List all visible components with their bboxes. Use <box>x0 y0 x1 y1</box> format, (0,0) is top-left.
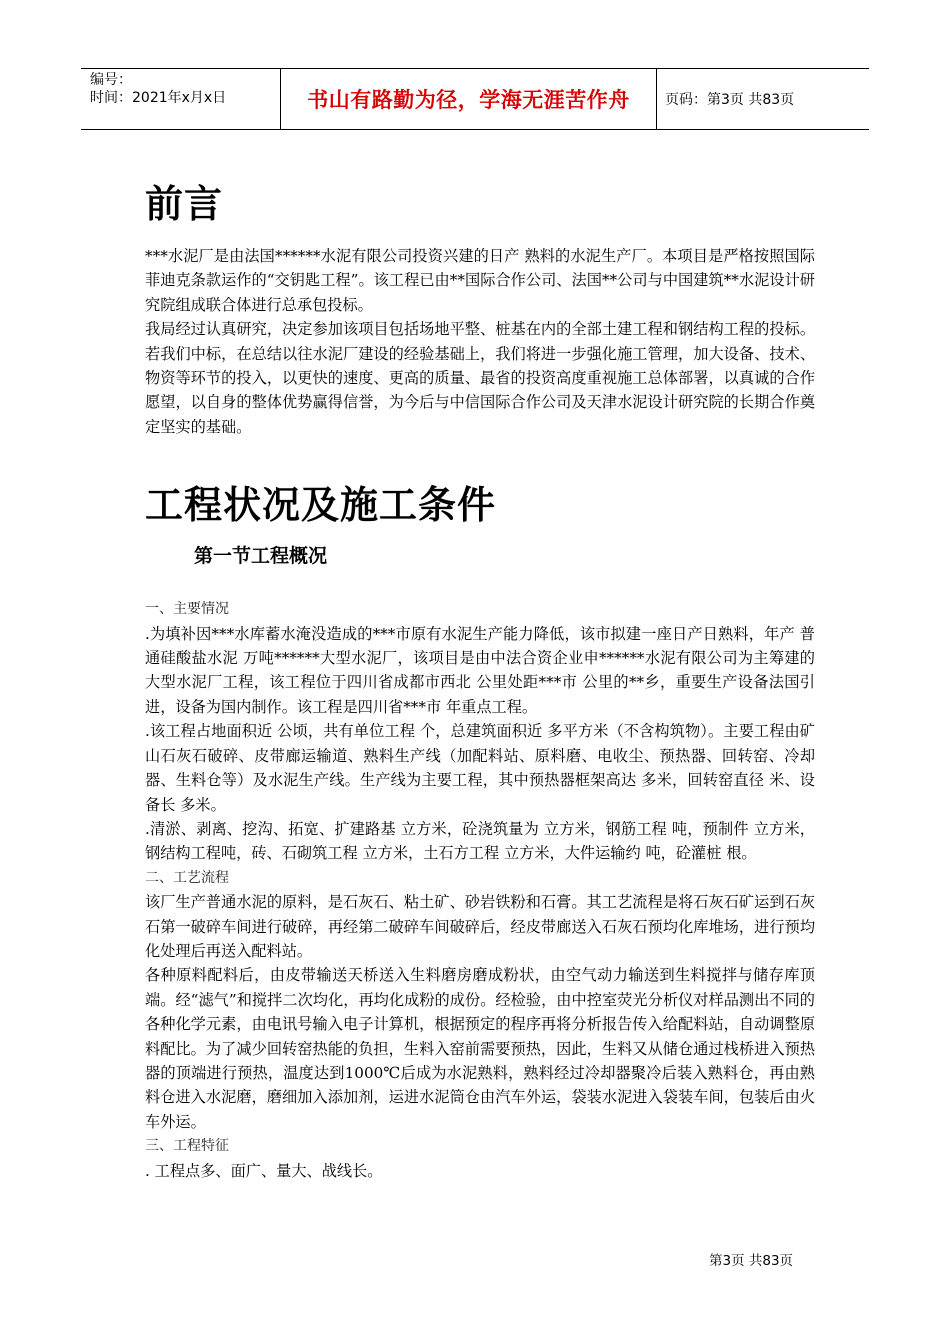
features-paragraph: . 工程点多、面广、量大、战线长。 <box>145 1161 383 1180</box>
page-footer: 第3页 共83页 <box>709 1253 794 1269</box>
header-page-code: 页码：第3页 共83页 <box>665 92 795 108</box>
item-heading-main: 一、主要情况 <box>145 601 229 618</box>
main-paragraph: .该工程占地面积近 公顷，共有单位工程 个，总建筑面积近 多平方米（不含构筑物）。主要工程由矿山石灰石破碎、皮带廊运输道、熟料生产线（加配料站、原料磨、电收尘、预热器、回转窑、冷却器、生料仓等）及水泥生产线。生产线为主要工程，其中预热器框架高达 多米，回转窑直径 米、设备长 多米。 <box>145 722 815 814</box>
header-meta <box>81 69 281 129</box>
header-number-label: 编号： <box>90 72 132 88</box>
section-title-preface: 前言 <box>145 182 224 226</box>
section-title-project: 工程状况及施工条件 <box>145 483 497 528</box>
process-paragraph: 该厂生产普通水泥的原料，是石灰石、粘土矿、砂岩铁粉和石膏。其工艺流程是将石灰石矿运到石灰石第一破碎车间进行破碎，再经第二破碎车间破碎后，经皮带廊送入石灰石预均化库堆场，进行预均化处理后再送入配料站。 <box>145 893 815 960</box>
item-heading-features: 三、工程特征 <box>145 1138 229 1155</box>
preface-paragraph: ***水泥厂是由法国******水泥有限公司投资兴建的日产 熟料的水泥生产厂。本项目是严格按照国际菲迪克条款运作的“交钥匙工程”。该工程已由**国际合作公司、法国**公司与中国建筑**水泥设计研究院组成联合体进行总承包投标。 <box>145 247 815 314</box>
process-paragraph: 各种原料配料后，由皮带输送天桥送入生料磨房磨成粉状，由空气动力输送到生料搅拌与储存库顶端。经“滤气”和搅拌二次均化，再均化成粉的成份。经检验，由中控室荧光分析仪对样品测出不同的各种化学元素，由电讯号输入电子计算机，根据预定的程序再将分析报告传入给配料站，自动调整原料配比。为了减少回转窑热能的负担，生料入窑前需要预热，因此，生料又从储仓通过栈桥进入预热器的顶端进行预热，温度达到1000℃后成为水泥熟料，熟料经过冷却器聚冷后装入熟料仓，再由熟料仓进入水泥磨，磨细加入添加剂，运进水泥筒仓由汽车外运，袋装水泥进入袋装车间，包装后由火车外运。 <box>145 966 815 1131</box>
page-header <box>81 68 869 130</box>
header-motto: 书山有路勤为径，学海无涯苦作舟 <box>281 69 657 129</box>
preface-paragraph: 我局经过认真研究，决定参加该项目包括场地平整、桩基在内的全部土建工程和钢结构工程的投标。若我们中标，在总结以往水泥厂建设的经验基础上，我们将进一步强化施工管理，加大设备、技术、物资等环节的投入，以更快的速度、更高的质量、最省的投资高度重视施工总体部署，以真诚的合作愿望，以自身的整体优势赢得信誉，为今后与中信国际合作公司及天津水泥设计研究院的长期合作奠定坚实的基础。 <box>145 320 815 436</box>
item-heading-process: 二、工艺流程 <box>145 869 229 886</box>
main-paragraph: .清淤、剥离、挖沟、拓宽、扩建路基 立方米，砼浇筑量为 立方米，钢筋工程 吨，预制件 立方米，钢结构工程吨，砖、石砌筑工程 立方米，土石方工程 立方米，大件运输约 吨，砼灌桩 根。 <box>145 819 815 863</box>
document-body <box>145 178 815 1183</box>
header-time-label: 时间：2021年x月x日 <box>90 90 227 106</box>
main-paragraph: .为填补因***水库蓄水淹没造成的***市原有水泥生产能力降低，该市拟建一座日产日熟料，年产 普通硅酸盐水泥 万吨******大型水泥厂，该项目是由中法合资企业申******水泥有限公司为主筹建的大型水泥厂工程，该工程位于四川省成都市西北 公里处距***市 公里的**乡，重要生产设备法国引进，设备为国内制作。该工程是四川省***市 年重点工程。 <box>145 624 815 716</box>
subsection-title: 第一节工程概况 <box>194 545 328 568</box>
